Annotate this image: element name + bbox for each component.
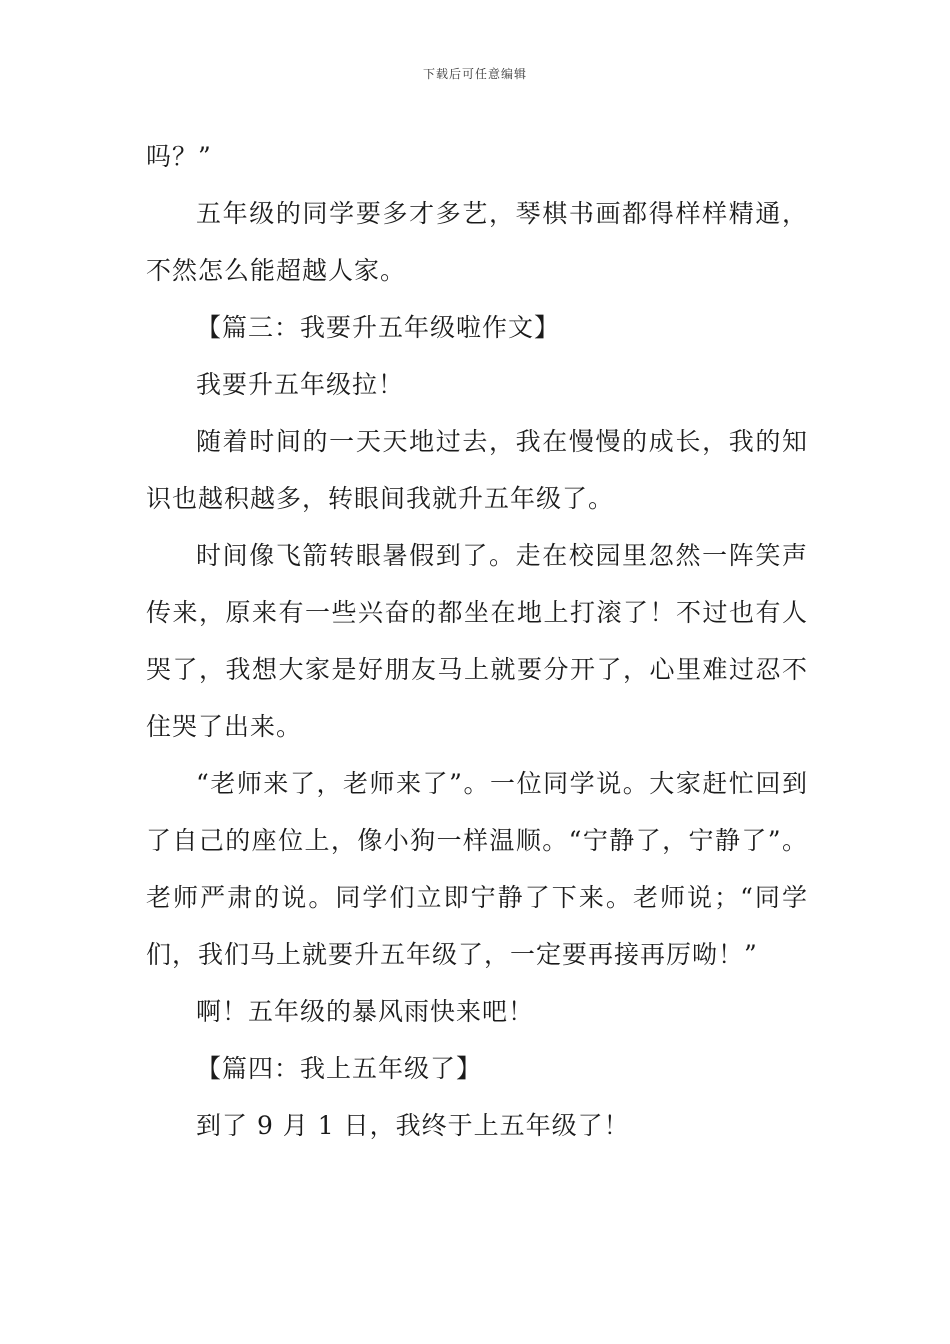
paragraph-continuation: 吗？” bbox=[146, 142, 212, 171]
section-heading: 【篇三：我要升五年级啦作文】 bbox=[196, 313, 561, 342]
paragraph: 到了 9 月 1 日，我终于上五年级了！ bbox=[196, 1111, 630, 1140]
page-header: 下载后可任意编辑 bbox=[422, 67, 527, 81]
paragraph: 五年级的同学要多才多艺，琴棋书画都得样样精通，不然怎么能超越人家。 bbox=[146, 199, 808, 285]
paragraph: 我要升五年级拉！ bbox=[196, 370, 405, 399]
paragraph: 啊！五年级的暴风雨快来吧！ bbox=[196, 997, 535, 1026]
document-body bbox=[146, 128, 808, 1154]
section-heading: 【篇四：我上五年级了】 bbox=[196, 1054, 483, 1083]
paragraph: 时间像飞箭转眼暑假到了。走在校园里忽然一阵笑声传来，原来有一些兴奋的都坐在地上打滚了！不过也有人哭了，我想大家是好朋友马上就要分开了，心里难过忍不住哭了出来。 bbox=[146, 541, 808, 741]
paragraph: “老师来了，老师来了”。一位同学说。大家赶忙回到了自己的座位上，像小狗一样温顺。“宁静了，宁静了”。老师严肃的说。同学们立即宁静了下来。老师说；“同学们，我们马上就要升五年级了，一定要再接再厉呦！” bbox=[146, 769, 808, 969]
paragraph: 随着时间的一天天地过去，我在慢慢的成长，我的知识也越积越多，转眼间我就升五年级了。 bbox=[146, 427, 808, 513]
